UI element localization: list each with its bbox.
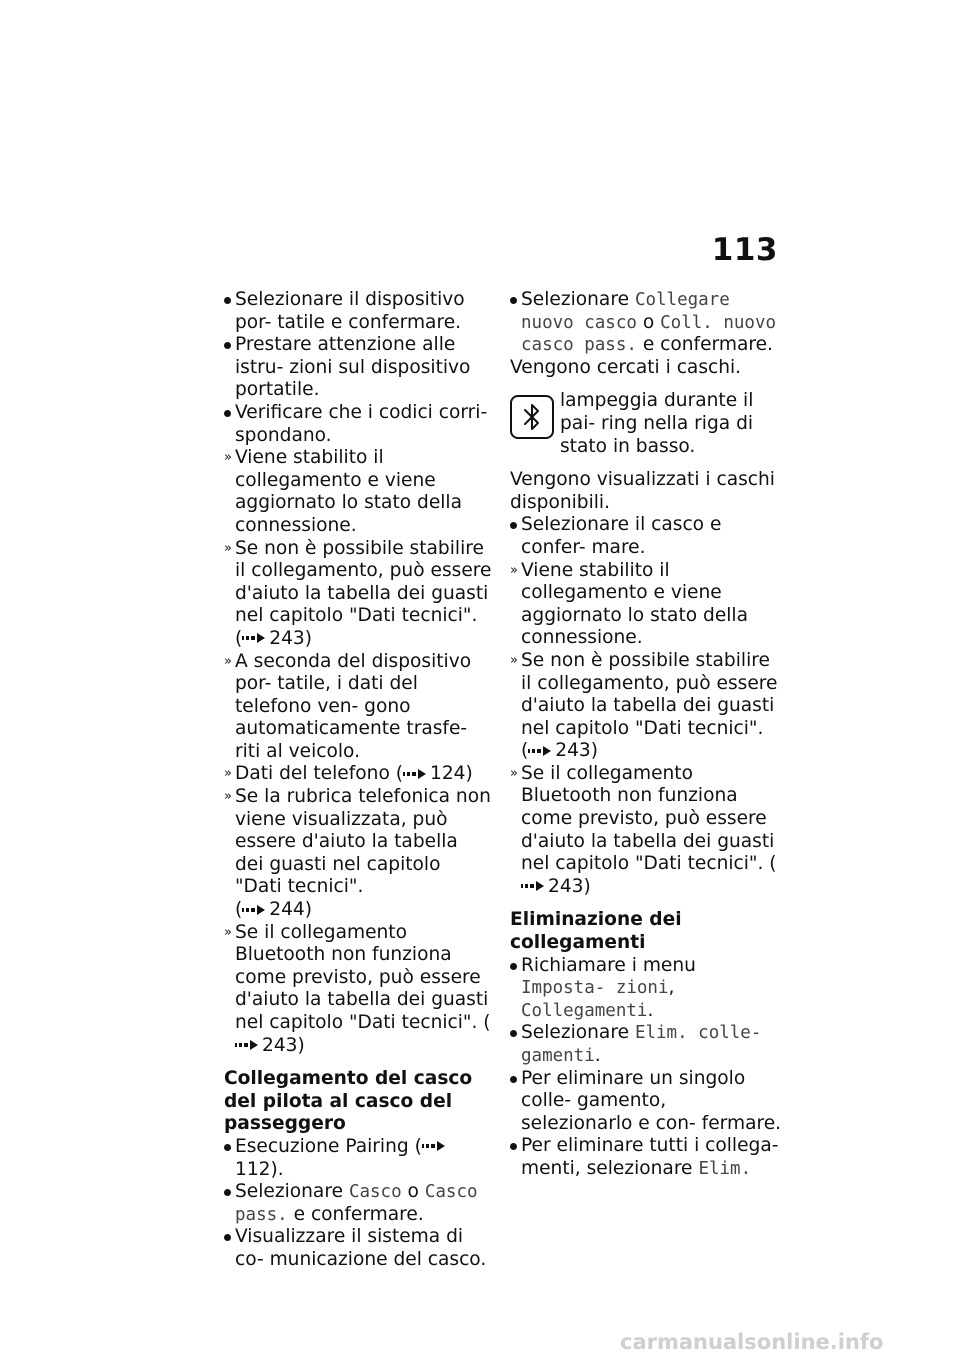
result-icon: » [510, 765, 518, 781]
menu-option: Collegamenti [521, 1000, 648, 1021]
result-icon: » [510, 562, 518, 578]
result-icon: » [224, 789, 232, 805]
page-reference[interactable]: 112). [235, 1158, 284, 1180]
paragraph: Vengono cercati i caschi. [510, 356, 742, 378]
menu-option: Collegare nuovo casco [521, 290, 730, 333]
paragraph: Vengono visualizzati i caschi disponibili. [510, 469, 775, 513]
bullet-item: Richiamare i menu Imposta- zioni, Collegamenti. [510, 955, 782, 1023]
result-item: » Se il collegamento Bluetooth non funziona come previsto, può essere d'aiuto la tabella dei guasti nel capitolo "Dati tecnici". (243) [224, 921, 491, 1056]
bullet-item: Prestare attenzione alle istru- zioni sul dispositivo portatile. [224, 334, 492, 402]
page-reference[interactable]: 124) [429, 763, 473, 785]
result-item: » Se la rubrica telefonica non viene visualizzata, può essere d'aiuto la tabella dei guasti nel capitolo "Dati tecnici". ( 244) [224, 786, 491, 921]
result-icon: » [224, 653, 232, 669]
result-item: » Dati del telefono ( 124) [224, 763, 473, 785]
result-item: » A seconda del dispositivo por- tatile, i dati del telefono ven- gono automaticamente trasfe- riti al veicolo. [224, 650, 472, 762]
bullet-item: Selezionare il casco e confer- mare. [510, 514, 782, 559]
result-icon: » [224, 924, 232, 940]
result-item: » Viene stabilito il collegamento e viene aggiornato lo stato della connessione. [224, 447, 462, 536]
result-icon: » [224, 766, 232, 782]
page-reference-icon [242, 632, 266, 644]
result-item: » Se non è possibile stabilire il collegamento, può essere d'aiuto la tabella dei guasti nel capitolo "Dati tecnici". ( 243) [510, 649, 778, 762]
menu-option: Imposta- zioni [521, 978, 669, 999]
left-column [224, 289, 492, 1272]
bullet-item: Per eliminare un singolo colle- gamento, selezionarlo e con- fermare. [510, 1068, 782, 1136]
right-column [510, 289, 782, 1181]
bullet-item: Verificare che i codici corri- spondano. [224, 402, 492, 447]
menu-option: Elim. [698, 1158, 752, 1179]
watermark: carmanualsonline.info [620, 1330, 884, 1354]
page-reference-icon [235, 1039, 259, 1051]
bullet-item: Selezionare Collegare nuovo casco o Coll. nuovo casco pass. e confermare. [510, 289, 782, 357]
page-reference[interactable]: 243) [548, 875, 591, 897]
page-reference[interactable]: 244) [269, 899, 313, 921]
bullet-item: Selezionare il dispositivo por- tatile e confermare. [224, 289, 492, 334]
menu-option: Casco pass. [235, 1182, 478, 1225]
bullet-item: Esecuzione Pairing (112). [224, 1136, 492, 1181]
section-heading: Collegamento del casco del pilota al casco del passeggero [224, 1068, 473, 1135]
page-reference-icon [528, 745, 552, 757]
page-reference-icon [521, 880, 545, 892]
result-icon: » [510, 652, 518, 668]
bluetooth-icon [510, 395, 554, 439]
bluetooth-note: lampeggia durante il pai- ring nella riga di stato in basso. [510, 390, 782, 458]
menu-option: Casco [348, 1182, 402, 1203]
result-item: » Viene stabilito il collegamento e viene aggiornato lo stato della connessione. [510, 559, 748, 649]
menu-option: Elim. colle- gamenti [521, 1023, 762, 1066]
bullet-item: Selezionare Elim. colle- gamenti. [510, 1022, 782, 1067]
page-reference-icon [422, 1140, 446, 1152]
menu-option: Coll. nuovo casco pass. [521, 312, 777, 356]
result-icon: » [224, 540, 232, 556]
page-reference[interactable]: 243) [269, 627, 313, 649]
result-item: » Se il collegamento Bluetooth non funziona come previsto, può essere d'aiuto la tabella dei guasti nel capitolo "Dati tecnici". (243) [510, 762, 777, 897]
section-heading: Eliminazione dei collegamenti [510, 909, 682, 954]
page-reference-icon [242, 904, 266, 916]
page-reference-icon [403, 768, 427, 780]
result-item: » Se non è possibile stabilire il collegamento, può essere d'aiuto la tabella dei guasti nel capitolo "Dati tecnici". ( 243) [224, 537, 492, 649]
page-reference[interactable]: 243) [555, 740, 599, 762]
bullet-item: Visualizzare il sistema di co- municazione del casco. [224, 1226, 492, 1271]
result-icon: » [224, 450, 232, 466]
bullet-item: Per eliminare tutti i collega- menti, selezionare Elim. [510, 1135, 782, 1180]
bullet-item: Selezionare Casco o Casco pass. e confermare. [224, 1181, 492, 1226]
page-number: 113 [711, 232, 778, 268]
page-reference[interactable]: 243) [262, 1034, 305, 1056]
